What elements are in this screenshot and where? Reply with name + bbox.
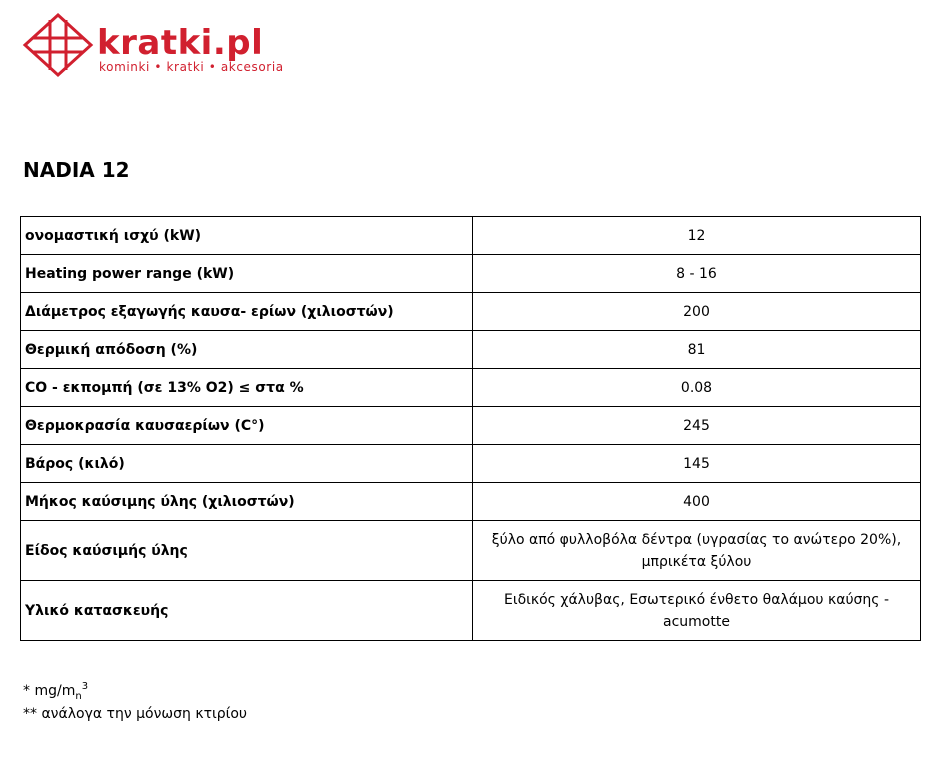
spec-value: 81 xyxy=(473,331,921,369)
spec-row xyxy=(21,255,921,293)
spec-row xyxy=(21,483,921,521)
unit-footnote xyxy=(23,680,247,703)
spec-row xyxy=(21,331,921,369)
spec-row xyxy=(21,293,921,331)
spec-row xyxy=(21,521,921,581)
spec-row xyxy=(21,369,921,407)
spec-label: Υλικό κατασκευής xyxy=(21,581,473,641)
spec-value: 12 xyxy=(473,217,921,255)
spec-label: Θερμοκρασία καυσαερίων (C°) xyxy=(21,407,473,445)
footnotes xyxy=(23,680,247,726)
spec-value: 245 xyxy=(473,407,921,445)
product-title: NADIA 12 xyxy=(23,158,130,182)
insulation-footnote: ** ανάλογα την μόνωση κτιρίου xyxy=(23,706,248,722)
spec-value: Ειδικός χάλυβας, Εσωτερικό ένθετο θαλάμου καύσης - acumotte xyxy=(473,581,921,641)
logo-wordmark: kratki.pl xyxy=(97,23,264,63)
spec-value: 145 xyxy=(473,445,921,483)
spec-label: Μήκος καύσιμης ύλης (χιλιοστών) xyxy=(21,483,473,521)
unit-footnote-sub: n xyxy=(75,691,82,702)
spec-value: 200 xyxy=(473,293,921,331)
spec-row xyxy=(21,407,921,445)
spec-label: ονομαστική ισχύ (kW) xyxy=(21,217,473,255)
spec-label: Βάρος (κιλό) xyxy=(21,445,473,483)
spec-label: Θερμική απόδοση (%) xyxy=(21,331,473,369)
unit-footnote-text: * mg/m xyxy=(23,683,76,699)
spec-label: Είδος καύσιμής ύλης xyxy=(21,521,473,581)
spec-value: ξύλο από φυλλοβόλα δέντρα (υγρασίας το ανώτερο 20%), μπρικέτα ξύλου xyxy=(473,521,921,581)
unit-footnote-sup: 3 xyxy=(81,681,89,692)
spec-table xyxy=(20,216,921,641)
spec-row xyxy=(21,581,921,641)
spec-label: CO - εκπομπή (σε 13% O2) ≤ στα % xyxy=(21,369,473,407)
spec-label: Heating power range (kW) xyxy=(21,255,473,293)
kratki-logo-mark-icon xyxy=(22,12,94,78)
spec-row xyxy=(21,445,921,483)
kratki-logo xyxy=(22,12,322,78)
spec-label: Διάμετρος εξαγωγής καυσα- ερίων (χιλιοστών) xyxy=(21,293,473,331)
spec-value: 8 - 16 xyxy=(473,255,921,293)
spec-row xyxy=(21,217,921,255)
logo-tagline: kominki • kratki • akcesoria xyxy=(99,60,284,74)
spec-value: 0.08 xyxy=(473,369,921,407)
spec-value: 400 xyxy=(473,483,921,521)
